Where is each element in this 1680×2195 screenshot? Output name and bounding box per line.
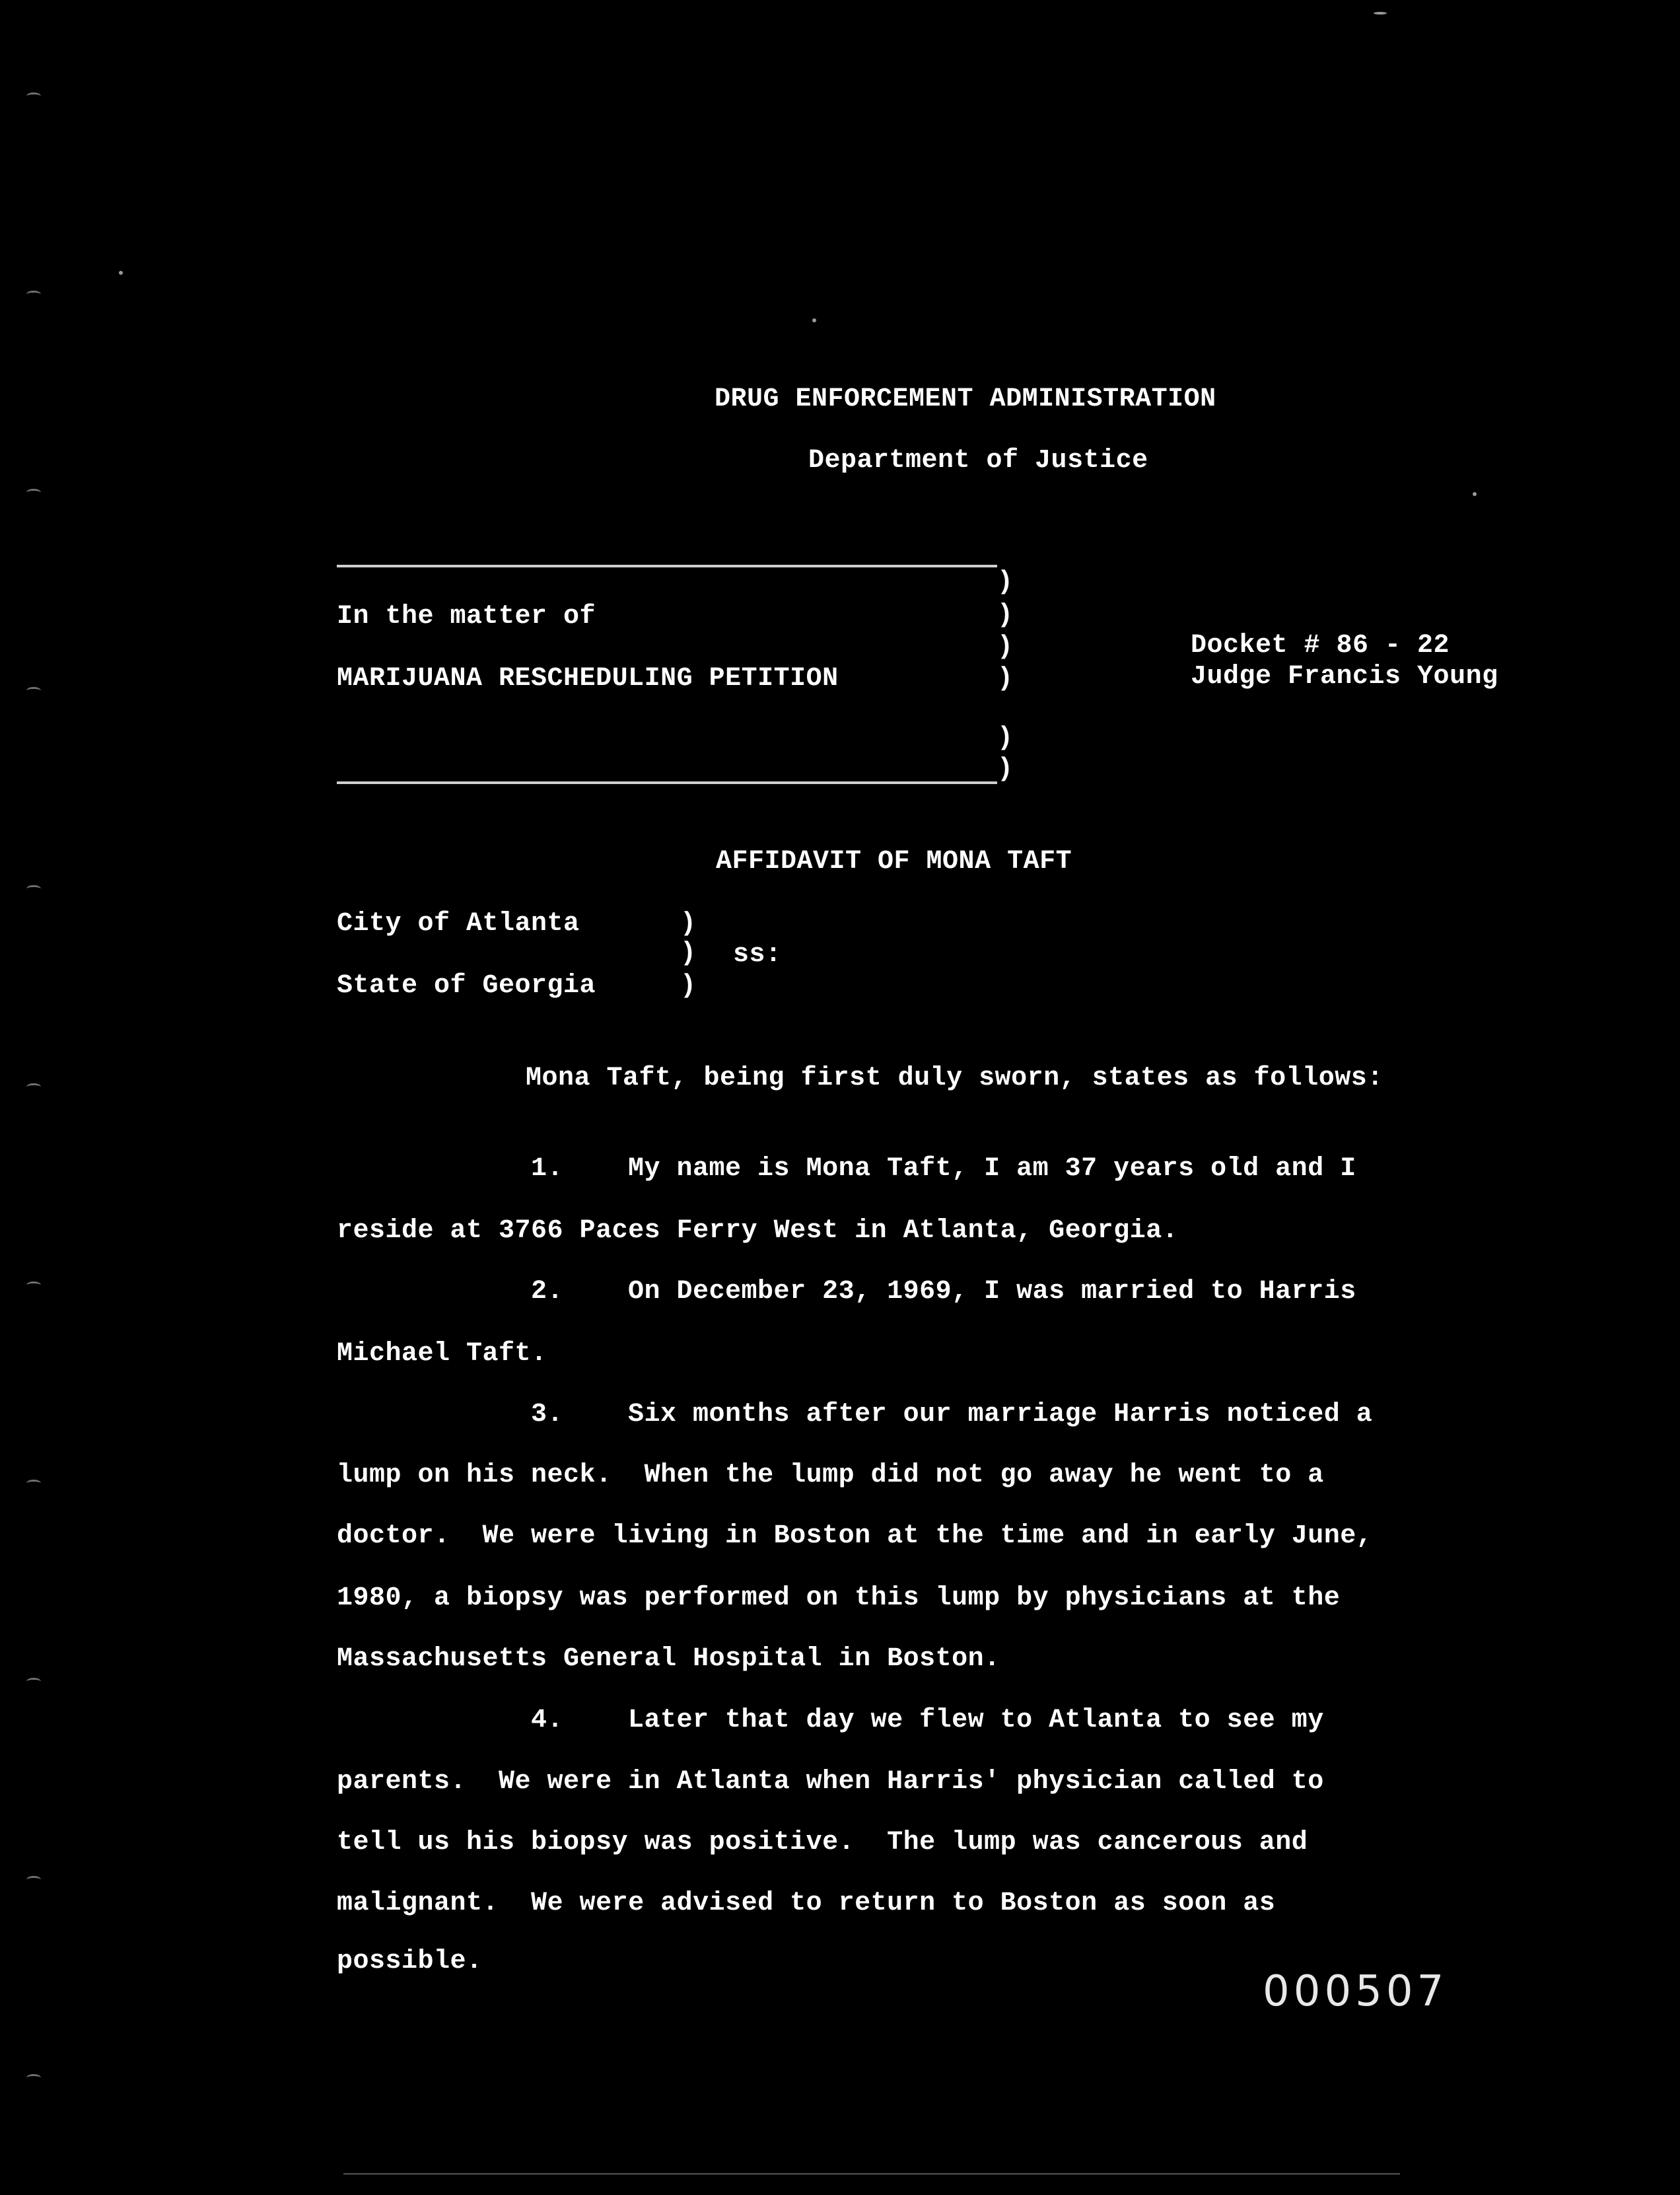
agency-heading: DRUG ENFORCEMENT ADMINISTRATION [715,384,1216,414]
scan-mark [26,92,41,100]
scan-speck [119,271,123,275]
venue-paren: ) [680,939,697,968]
venue-paren: ) [680,909,697,939]
scan-speck [812,318,816,322]
caption-bottom-rule [337,781,997,784]
paragraph-3-line: 1980, a biopsy was performed on this lump by physicians at the [337,1583,1341,1613]
scan-speck [1374,12,1387,15]
caption-top-rule [337,565,997,567]
paragraph-2-line: Michael Taft. [337,1339,547,1369]
caption-petition-line: MARIJUANA RESCHEDULING PETITION [337,664,839,694]
scan-mark [26,489,41,496]
scan-mark [26,1876,41,1883]
paragraph-1-line: 1. My name is Mona Taft, I am 37 years old and I [531,1154,1356,1184]
paragraph-3-line: 3. Six months after our marriage Harris noticed a [531,1400,1373,1429]
page-number-stamp: 000507 [1263,1967,1448,2016]
caption-paren: ) [997,754,1014,784]
paragraph-4-line: possible. [337,1947,483,1976]
venue-state: State of Georgia [337,971,596,1001]
paragraph-4-line: parents. We were in Atlanta when Harris' physician called to [337,1767,1324,1797]
venue-paren: ) [680,971,697,1001]
scan-mark [26,687,41,694]
caption-matter-line: In the matter of [337,602,596,631]
scan-mark [26,1678,41,1685]
affidavit-title: AFFIDAVIT OF MONA TAFT [716,847,1072,877]
paragraph-3-line: lump on his neck. When the lump did not go away he went to a [337,1460,1324,1490]
scan-speck [1473,492,1477,496]
venue-city: City of Atlanta [337,909,580,939]
scan-mark [26,2074,41,2081]
intro-statement: Mona Taft, being first duly sworn, states as follows: [526,1063,1383,1093]
paragraph-2-line: 2. On December 23, 1969, I was married to Harris [531,1277,1356,1307]
caption-paren: ) [997,664,1014,694]
caption-paren: ) [997,567,1014,597]
paragraph-1-line: reside at 3766 Paces Ferry West in Atlanta, Georgia. [337,1216,1179,1246]
paragraph-4-line: malignant. We were advised to return to Boston as soon as [337,1889,1276,1918]
scan-mark [26,885,41,892]
caption-paren: ) [997,723,1014,753]
judge-name: Judge Francis Young [1191,662,1498,692]
caption-paren: ) [997,600,1014,630]
paragraph-4-line: tell us his biopsy was positive. The lump was cancerous and [337,1828,1308,1857]
scan-mark [26,291,41,298]
docket-number: Docket # 86 - 22 [1191,631,1450,661]
paragraph-4-line: 4. Later that day we flew to Atlanta to see my [531,1706,1324,1735]
paragraph-3-line: doctor. We were living in Boston at the time and in early June, [337,1521,1373,1551]
paragraph-3-line: Massachusetts General Hospital in Boston. [337,1644,1000,1674]
department-heading: Department of Justice [808,446,1148,476]
scan-mark [26,1281,41,1289]
venue-ss: ss: [733,940,782,970]
scan-mark [26,1083,41,1091]
caption-paren: ) [997,632,1014,662]
scan-edge-line [343,2173,1400,2175]
scan-mark [26,1480,41,1487]
